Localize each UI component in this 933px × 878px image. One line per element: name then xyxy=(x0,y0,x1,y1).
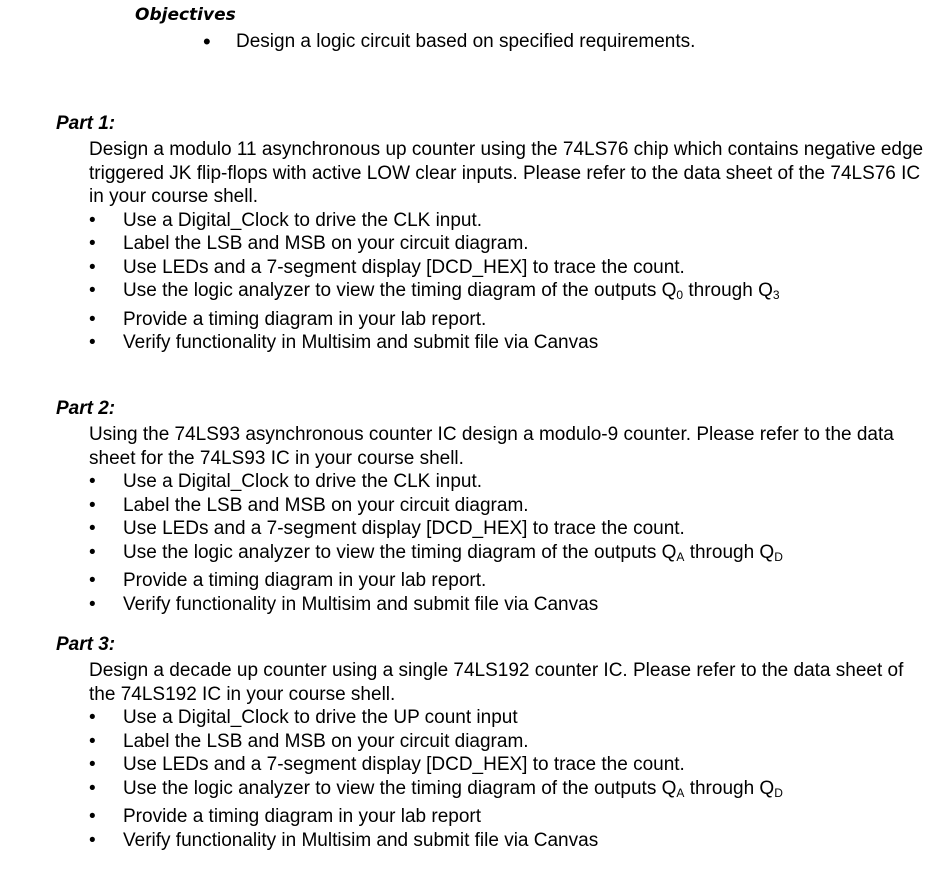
list-item xyxy=(89,569,926,593)
bullet-icon: • xyxy=(89,806,96,828)
part-3-section xyxy=(56,633,926,853)
bullet-icon: • xyxy=(89,233,96,255)
list-item-text: Use a Digital_Clock to drive the CLK input. xyxy=(123,209,483,231)
part-3-description: Design a decade up counter using a single 74LS192 counter IC. Please refer to the data sheet of the 74LS192 IC in your course shell. xyxy=(89,660,904,705)
list-item xyxy=(89,541,926,570)
list-item xyxy=(89,517,926,541)
list-item xyxy=(89,232,926,256)
list-item xyxy=(89,209,926,233)
bullet-icon: • xyxy=(89,308,96,330)
bullet-icon: • xyxy=(89,730,96,752)
bullet-icon: • xyxy=(89,829,96,851)
list-item xyxy=(89,279,926,308)
list-item xyxy=(89,753,926,777)
bullet-icon: • xyxy=(89,256,96,278)
list-item-text: Use LEDs and a 7-segment display [DCD_HEX] to trace the count. xyxy=(123,256,685,278)
part-1-list xyxy=(89,209,926,356)
bullet-icon: • xyxy=(89,209,96,231)
bullet-icon: • xyxy=(89,754,96,776)
part-3-title: Part 3: xyxy=(56,634,116,655)
bullet-icon: • xyxy=(89,777,96,799)
bullet-icon: • xyxy=(89,570,96,592)
part-3-list xyxy=(89,706,926,853)
bullet-icon: • xyxy=(89,541,96,563)
list-item-text: Use LEDs and a 7-segment display [DCD_HEX] to trace the count. xyxy=(123,518,685,540)
list-item-text: Use LEDs and a 7-segment display [DCD_HEX] to trace the count. xyxy=(123,754,685,776)
objectives-heading: Objectives xyxy=(135,5,236,25)
part-1-description: Design a modulo 11 asynchronous up counter using the 74LS76 chip which contains negative edge triggered JK flip-flops with active LOW clear inputs. Please refer to the data sheet of the 74LS76 IC in your course shell. xyxy=(89,139,924,207)
list-item-text: Use the logic analyzer to view the timing diagram of the outputs $Q_A$ through $Q_D$ xyxy=(123,777,783,800)
list-item xyxy=(89,470,926,494)
list-item-text: Label the LSB and MSB on your circuit diagram. xyxy=(123,494,529,516)
list-item xyxy=(89,308,926,332)
part-2-section xyxy=(56,397,926,617)
list-item-text: Use the logic analyzer to view the timing diagram of the outputs $Q_A$ through $Q_D$ xyxy=(123,541,783,564)
list-item xyxy=(89,777,926,806)
part-1-section xyxy=(56,112,926,355)
list-item xyxy=(89,256,926,280)
list-item-text: Verify functionality in Multisim and submit file via Canvas xyxy=(123,332,599,354)
part-2-title: Part 2: xyxy=(56,398,116,419)
list-item xyxy=(89,706,926,730)
bullet-icon: • xyxy=(89,518,96,540)
list-item-text: Use a Digital_Clock to drive the UP count input xyxy=(123,707,518,728)
list-item-text: Verify functionality in Multisim and submit file via Canvas xyxy=(123,829,599,851)
bullet-icon: • xyxy=(89,593,96,615)
part-1-title: Part 1: xyxy=(56,113,116,134)
list-item xyxy=(89,805,926,829)
list-item xyxy=(89,593,926,617)
list-item xyxy=(89,331,926,355)
bullet-icon: • xyxy=(89,332,96,354)
bullet-icon: • xyxy=(89,494,96,516)
list-item-text: Provide a timing diagram in your lab report xyxy=(123,806,482,828)
list-item-text: Use a Digital_Clock to drive the CLK input. xyxy=(123,471,483,492)
list-item-text: Label the LSB and MSB on your circuit diagram. xyxy=(123,233,529,255)
list-item-text: Provide a timing diagram in your lab report. xyxy=(123,570,487,592)
objective-text: Design a logic circuit based on specified requirements. xyxy=(236,31,696,52)
bullet-icon: • xyxy=(89,471,96,492)
list-item xyxy=(89,494,926,518)
list-item-text: Verify functionality in Multisim and submit file via Canvas xyxy=(123,593,599,615)
list-item-text: Provide a timing diagram in your lab report. xyxy=(123,308,487,330)
bullet-icon: • xyxy=(89,280,96,302)
bullet-icon: • xyxy=(203,29,211,54)
bullet-icon: • xyxy=(89,707,96,728)
part-2-description: Using the 74LS93 asynchronous counter IC design a modulo-9 counter. Please refer to the data sheet for the 74LS93 IC in your course shell. xyxy=(89,424,894,469)
list-item-text: Use the logic analyzer to view the timing diagram of the outputs $Q_0$ through $Q_3$ xyxy=(123,280,780,303)
list-item xyxy=(89,829,926,853)
part-2-list xyxy=(89,470,926,617)
list-item-text: Label the LSB and MSB on your circuit diagram. xyxy=(123,730,529,752)
list-item xyxy=(89,730,926,754)
objective-item xyxy=(203,30,695,54)
